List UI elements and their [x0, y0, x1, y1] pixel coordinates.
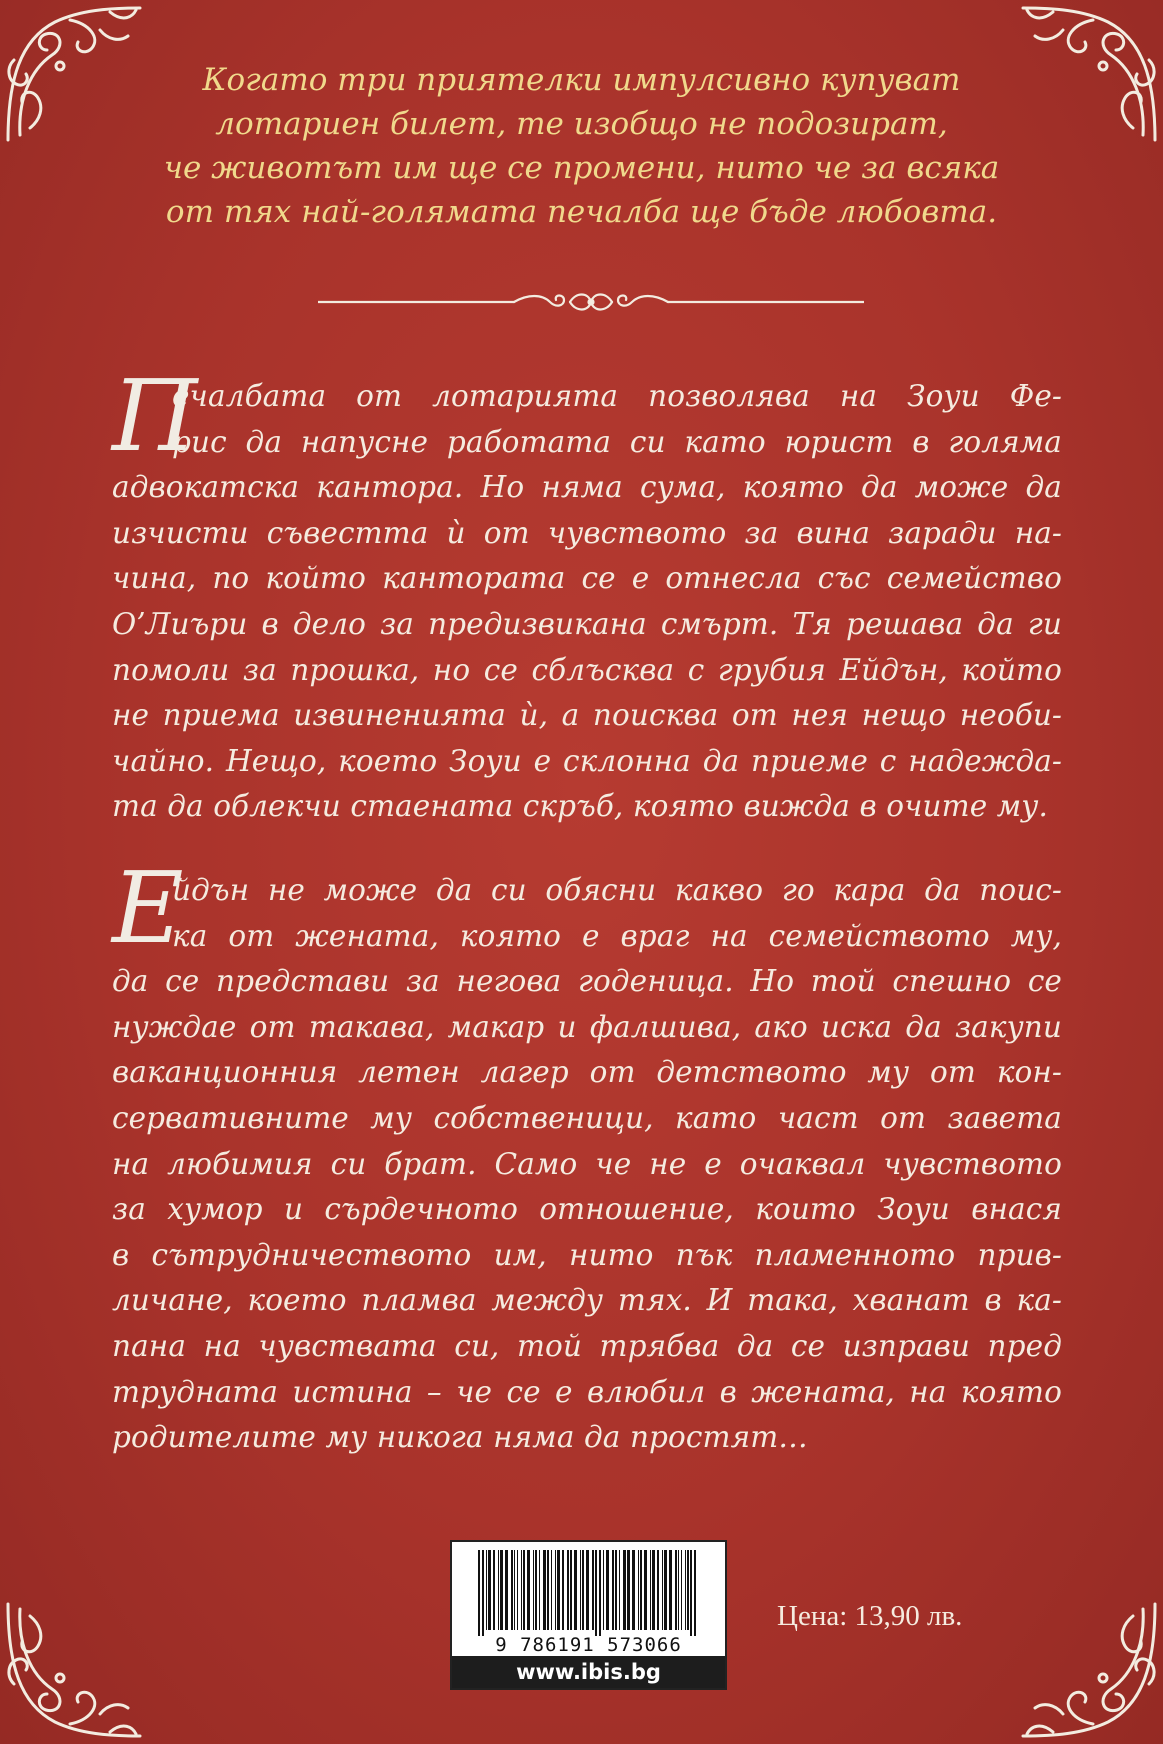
barcode-bar	[644, 1550, 647, 1630]
paragraph-line: О’Лиъри в дело за предизвикана смърт. Тя решава да ги	[112, 606, 1062, 641]
barcode-bar	[675, 1550, 677, 1630]
isbn-digits: 9 786191 573066	[495, 1634, 682, 1656]
barcode-guard-bar	[595, 1550, 597, 1636]
paragraph-line: йдън не може да си обясни какво го кара да поис-	[172, 873, 1062, 907]
tagline-line: Когато три приятелки импулсивно купуват	[202, 62, 961, 98]
barcode-bar	[539, 1550, 540, 1630]
paragraph-line: ка от жената, която е враг на семейството му,	[172, 918, 1062, 953]
price-label: Цена: 13,90 лв.	[777, 1600, 963, 1632]
barcode-bar	[498, 1550, 499, 1630]
barcode-bar	[685, 1550, 686, 1630]
barcode-bar	[638, 1550, 639, 1630]
barcode-bar	[505, 1550, 508, 1630]
drop-cap: Е	[112, 852, 184, 966]
paragraph-line: пана на чувствата си, той трябва да се изправи пред	[112, 1328, 1062, 1363]
paragraph-line: личане, което пламва между тях. И така, хванат в ка-	[112, 1283, 1062, 1318]
paragraph-line: на любимия си брат. Само че не е очаквал чувството	[112, 1146, 1062, 1181]
barcode-bar	[555, 1550, 556, 1630]
paragraph-line: за хумор и сърдечното отношение, които Зоуи внася	[112, 1192, 1062, 1227]
barcode-bar	[657, 1550, 659, 1630]
barcode-guard-bar	[482, 1550, 484, 1636]
paragraph-line: адвокатска кантора. Но няма сума, която да може да	[112, 470, 1062, 505]
divider-ornament-icon	[318, 288, 864, 316]
barcode-icon	[476, 1550, 702, 1636]
barcode-bar	[606, 1550, 609, 1630]
barcode-bar	[547, 1550, 549, 1630]
paragraph-line: в сътрудничеството им, нито пък пламенното прив-	[112, 1237, 1062, 1272]
barcode-bar	[521, 1550, 522, 1630]
tagline-line: лотариен билет, те изобщо не подозират,	[215, 106, 948, 142]
barcode-bar	[640, 1550, 642, 1630]
corner-flourish-bottom-left-icon	[0, 1594, 150, 1744]
paragraph-line: та да облекчи стаената скръб, която вижда в очите му.	[112, 789, 1048, 824]
barcode-bar	[586, 1550, 589, 1630]
paragraph-line: ечалбата от лотарията позволява на Зоуи Фе-	[172, 379, 1062, 413]
barcode-bar	[500, 1550, 503, 1630]
barcode-bar	[582, 1550, 584, 1630]
paragraph-line: нуждае от такава, макар и фалшива, ако иска да закупи	[112, 1009, 1062, 1044]
barcode-bar	[514, 1550, 515, 1630]
barcode-bar	[650, 1550, 651, 1630]
paragraph-line: рис да напусне работата си като юрист в голяма	[172, 424, 1062, 459]
barcode-bar	[567, 1550, 569, 1630]
paragraph-line: не приема извиненията ѝ, а поисква от нея нещо необи-	[112, 698, 1062, 733]
barcode-bar	[619, 1550, 620, 1630]
paragraph-line: чайно. Нещо, което Зоуи е склонна да приеме с надежда-	[112, 743, 1062, 778]
barcode-bar	[615, 1550, 617, 1630]
tagline-line: че животът им ще се промени, нито че за всяка	[163, 150, 1000, 186]
description-paragraph-1	[112, 360, 1062, 830]
barcode-bar	[562, 1550, 564, 1630]
barcode-bar	[664, 1550, 667, 1630]
corner-flourish-top-right-icon	[1013, 0, 1163, 150]
barcode-bar	[535, 1550, 537, 1630]
paragraph-line: да се представи за негова годеница. Но той спешно се	[112, 964, 1062, 999]
paragraph-line: сервативните му собственици, като част от завета	[112, 1100, 1062, 1135]
barcode-bar	[652, 1550, 655, 1630]
barcode-bar	[486, 1550, 487, 1630]
barcode-bar	[681, 1550, 682, 1630]
barcode-guard-bar	[599, 1550, 601, 1636]
barcode-bar	[527, 1550, 530, 1630]
barcode-bar	[580, 1550, 581, 1630]
paragraph-line: чина, по който кантората се е отнесла със семейство	[112, 561, 1062, 596]
drop-cap: П	[112, 360, 198, 474]
barcode-bar	[623, 1550, 626, 1630]
paragraph-line: помоли за прошка, но се сблъсква с грубия Ейдън, който	[112, 652, 1062, 687]
barcode-bar	[551, 1550, 552, 1630]
tagline	[150, 58, 1013, 234]
barcode-label	[450, 1540, 727, 1690]
barcode-guard-bar	[478, 1550, 480, 1636]
barcode-bar	[662, 1550, 663, 1630]
barcode-bar	[493, 1550, 495, 1630]
barcode-bar	[543, 1550, 546, 1630]
barcode-bar	[687, 1550, 689, 1630]
paragraph-line: трудната истина – че се е влюбил в жената, на която	[112, 1374, 1062, 1409]
barcode-bar	[574, 1550, 577, 1630]
barcode-bar	[488, 1550, 491, 1630]
barcode-bar	[627, 1550, 630, 1630]
paragraph-line: родителите му никога няма да простят…	[112, 1420, 808, 1455]
barcode-bar	[523, 1550, 525, 1630]
barcode-bar	[511, 1550, 513, 1630]
barcode-bar	[570, 1550, 572, 1630]
paragraph-line: изчисти съвестта ѝ от чувството за вина заради на-	[112, 515, 1062, 550]
barcode-bar	[603, 1550, 604, 1630]
corner-flourish-bottom-right-icon	[1013, 1594, 1163, 1744]
barcode-guard-bar	[690, 1550, 692, 1636]
barcode-bar	[557, 1550, 560, 1630]
corner-flourish-top-left-icon	[0, 0, 150, 150]
barcode-bar	[592, 1550, 594, 1630]
barcode-bar	[669, 1550, 672, 1630]
barcode-bar	[533, 1550, 534, 1630]
paragraph-line: ваканционния летен лагер от детството му от кон-	[112, 1055, 1062, 1090]
barcode-bar	[632, 1550, 635, 1630]
description-paragraph-2	[112, 852, 1062, 1461]
barcode-bar	[517, 1550, 518, 1630]
barcode-bar	[678, 1550, 679, 1630]
barcode-bar	[612, 1550, 614, 1630]
publisher-url: www.ibis.bg	[452, 1656, 725, 1688]
barcode-guard-bar	[694, 1550, 696, 1636]
tagline-line: от тях най-голямата печалба ще бъде любовта.	[165, 194, 998, 230]
